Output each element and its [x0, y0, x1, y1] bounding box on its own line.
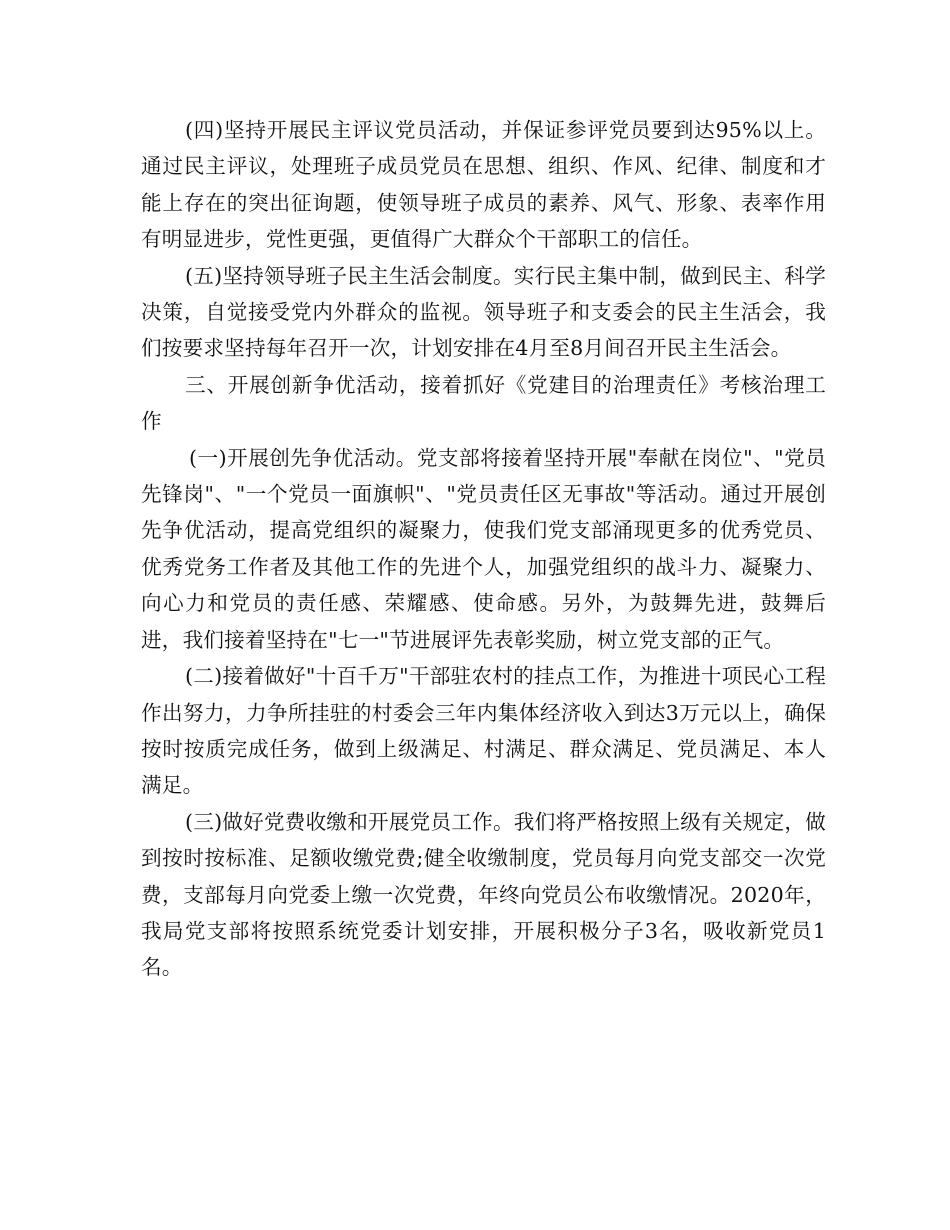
section-heading-innovation: 三、开展创新争优活动，接着抓好《党建目的治理责任》考核治理工作: [141, 372, 826, 434]
paragraph-excellence-activity: (一)开展创先争优活动。党支部将接着坚持开展"奉献在岗位"、"党员先锋岗"、"一个党员一面旗帜"、"党员责任区无事故"等活动。通过开展创先争优活动，提高党组织的凝聚力，使我们党支部涌现更多的优秀党员、优秀党务工作者及其他工作的先进个人，加强党组织的战斗力、凝聚力、向心力和党员的责任感、荣耀感、使命感。另外，为鼓舞先进，鼓舞后进，我们接着坚持在"七一"节进展评先表彰奖励，树立党支部的正气。: [141, 445, 826, 652]
paragraph-party-dues: (三)做好党费收缴和开展党员工作。我们将严格按照上级有关规定，做到按时按标准、足额收缴党费;健全收缴制度，党员每月向党支部交一次党费，支部每月向党委上缴一次党费，年终向党员公布收缴情况。2020年，我局党支部将按照系统党委计划安排，开展积极分子3名，吸收新党员1名。: [141, 809, 826, 980]
paragraph-democratic-life-meeting: (五)坚持领导班子民主生活会制度。实行民主集中制，做到民主、科学决策，自觉接受党内外群众的监视。领导班子和支委会的民主生活会，我们按要求坚持每年召开一次，计划安排在4月至8月间召开民主生活会。: [141, 263, 826, 361]
paragraph-village-work: (二)接着做好"十百千万"干部驻农村的挂点工作，为推进十项民心工程作出努力，力争所挂驻的村委会三年内集体经济收入到达3万元以上，确保按时按质完成任务，做到上级满足、村满足、群众满足、党员满足、本人满足。: [141, 664, 826, 798]
paragraph-democratic-evaluation: (四)坚持开展民主评议党员活动，并保证参评党员要到达95%以上。通过民主评议，处理班子成员党员在思想、组织、作风、纪律、制度和才能上存在的突出征询题，使领导班子成员的素养、风气、形象、表率作用有明显进步，党性更强，更值得广大群众个干部职工的信任。: [141, 118, 826, 252]
document-body: [141, 112, 826, 986]
